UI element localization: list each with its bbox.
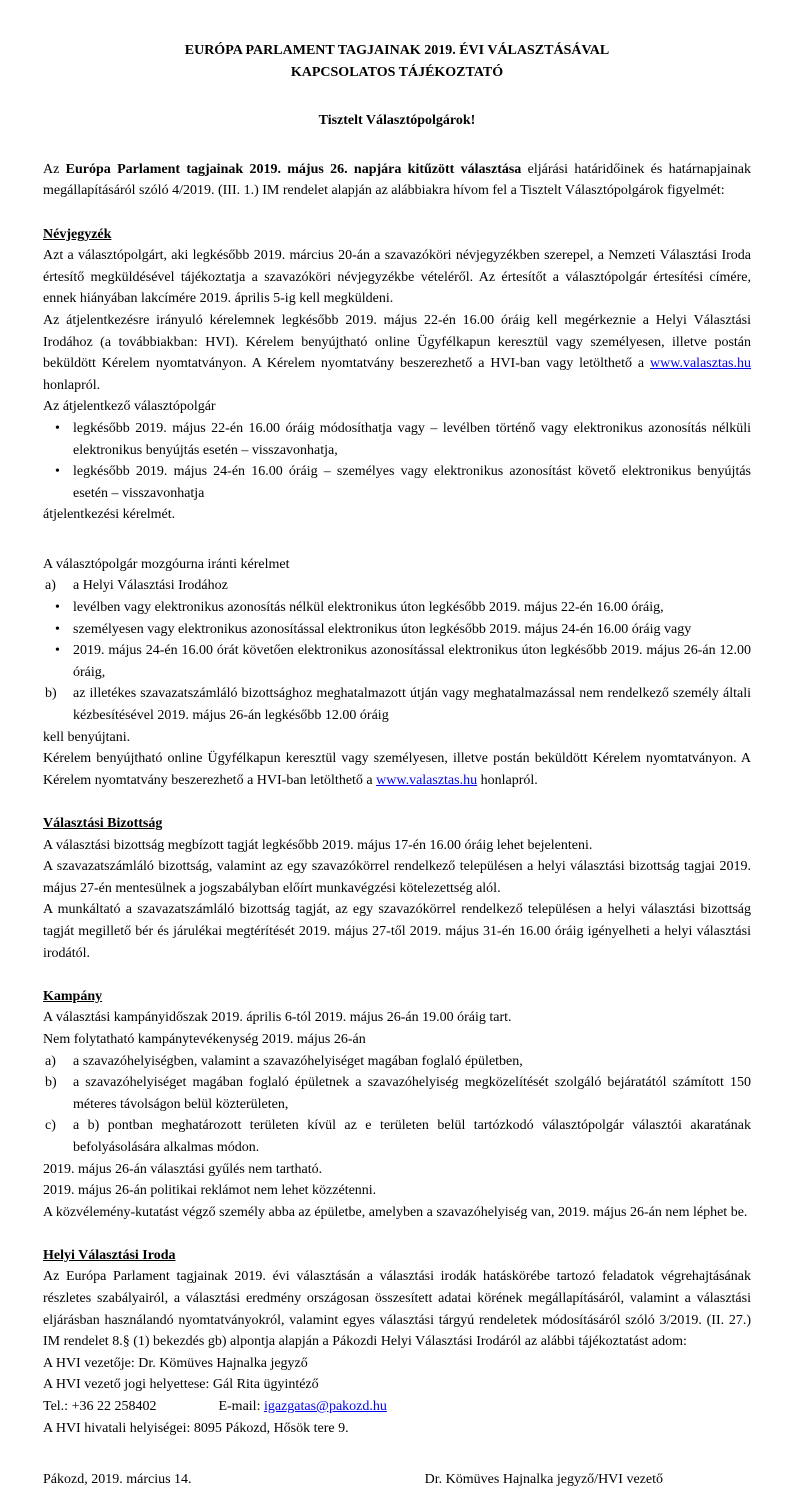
- mozgourna-paragraph: [43, 748, 751, 791]
- bizottsag-paragraph-1: A választási bizottság megbízott tagját legkésőbb 2019. május 17-én 16.00 óráig lehet bejelenteni.: [43, 837, 593, 853]
- list-marker: b): [45, 686, 57, 702]
- signature: Dr. Kömüves Hajnalka jegyző/HVI vezető: [424, 1472, 663, 1488]
- hvi-deputy-line: A HVI vezető jogi helyettese: Gál Rita ügyintéző: [43, 1377, 319, 1393]
- bullet-item: [43, 461, 751, 504]
- date-place: Pákozd, 2019. március 14.: [43, 1472, 192, 1488]
- list-text: a Helyi Választási Irodához: [73, 578, 228, 594]
- nevjegyzek-paragraph-1: Azt a választópolgárt, aki legkésőbb 2019. március 20-án a szavazóköri névjegyzékben szerepel, a Nemzeti Választási Iroda értesítő megküldésével tájékoztatja a szavazóköri névjegyzékbe vételéről. Az értesítőt a választópolgár értesítési címére, ennek hiányában lakcímére 2019. április 5-ig kell megküldeni.: [43, 248, 751, 307]
- bullet-item: [43, 597, 751, 619]
- bullet-marker: •: [55, 621, 60, 637]
- mozgourna-intro: A választópolgár mozgóurna iránti kérelmet: [43, 556, 290, 572]
- bullet-item: [43, 418, 751, 461]
- list-text: a b) pontban meghatározott területen kívül az e területen belül tartózkodó választópolgár választói akaratának befolyásolására alkalmas módon.: [73, 1118, 751, 1155]
- valasztas-hu-link[interactable]: www.valasztas.hu: [376, 772, 478, 788]
- bizottsag-paragraph-2: A szavazatszámláló bizottság, valamint az egy szavazókörrel rendelkező településen a helyi választási bizottság tagjai 2019. május 27-én mentesülnek a jogszabályban előírt munkavégzési kötelezettség alól.: [43, 859, 751, 896]
- list-item: [43, 1051, 751, 1073]
- intro-paragraph: [43, 159, 751, 202]
- nevjegyzek-paragraph-2: [43, 310, 751, 396]
- hvi-paragraph-1: Az Európa Parlament tagjainak 2019. évi választásán a választási irodák hatáskörébe tartozó feladatok végrehajtásának részletes szabályairól, a választási eredmény országosan összesített adatai körének megállapításáról, valamint a választási eljárásban használandó nyomtatványokról, valamint egyes választási tárgyú rendeletek módosításáról szóló 3/2019. (II. 27.) IM rendelet 8.§ (1) bekezdés gb) alpontja alapján a Pákozdi Helyi Választási Irodáról az alábbi tájékoztatást adom:: [43, 1269, 751, 1350]
- intro-pre: Az: [43, 161, 66, 177]
- bullet-text: személyesen vagy elektronikus azonosítással elektronikus úton legkésőbb 2019. május 24-én 16.00 óráig vagy: [73, 621, 692, 637]
- list-item: [43, 1115, 751, 1158]
- mozgourna-outro: kell benyújtani.: [43, 729, 131, 745]
- bullet-text: 2019. május 24-én 16.00 órát követően elektronikus azonosítással elektronikus úton legkésőbb 2019. május 26-án 12.00 óráig,: [73, 643, 751, 680]
- list-marker: a): [45, 578, 56, 594]
- bizottsag-paragraph-3: A munkáltató a szavazatszámláló bizottság tagját, az egy szavazókörrel rendelkező településen a helyi választási bizottság tagját megillető bér és járulékai megtérítését 2019. május 27-től 2019. május 31-én 16.00 óráig igényelheti a helyi választási irodától.: [43, 902, 751, 961]
- bullet-text: levélben vagy elektronikus azonosítás nélkül elektronikus úton legkésőbb 2019. május 22-én 16.00 óráig,: [73, 600, 664, 616]
- bullet-marker: •: [55, 643, 60, 659]
- list-marker: c): [45, 1118, 56, 1134]
- mozgourna-p-text: Kérelem benyújtható online Ügyfélkapun keresztül vagy személyesen, illetve postán beküldött Kérelem nyomtatványon. A Kérelem nyomtatvány beszerezhető a HVI-ban letölthető a: [43, 751, 751, 788]
- mozgourna-p-post: honlapról.: [477, 772, 538, 788]
- list-item: [43, 575, 751, 597]
- list-item: [43, 683, 751, 726]
- section-heading-kampany: Kampány: [43, 988, 103, 1004]
- nevjegyzek-p2-text: Az átjelentkezésre irányuló kérelemnek legkésőbb 2019. május 22-én 16.00 óráig kell megérkeznie a Helyi Választási Irodához (a továbbiakban: HVI). Kérelem benyújtható online Ügyfélkapun keresztül vagy személyesen, illetve postán beküldött Kérelem nyomtatványon. A Kérelem nyomtatvány beszerezhető a HVI-ban vagy letölthető a: [43, 312, 751, 372]
- bullet-item: [43, 640, 751, 683]
- intro-bold: Európa Parlament tagjainak 2019. május 26. napjára kitűzött választása: [65, 161, 522, 177]
- phone-number: Tel.: +36 22 258402: [43, 1399, 157, 1415]
- list-text: az illetékes szavazatszámláló bizottsághoz meghatalmazott útján vagy meghatalmazással nem rendelkező személy általi kézbesítésével 2019. május 26-án legkésőbb 12.00 óráig: [73, 686, 751, 724]
- kampany-paragraph-5: A közvélemény-kutatást végző személy abba az épületbe, amelyben a szavazóhelyiség van, 2019. május 26-án nem léphet be.: [43, 1204, 748, 1220]
- list-text: a szavazóhelyiségben, valamint a szavazóhelyiséget magában foglaló épületben,: [73, 1053, 523, 1069]
- bullet-text: legkésőbb 2019. május 22-én 16.00 óráig módosíthatja vagy – levélben történő vagy elektronikus azonosítás nélküli elektronikus benyújtás esetén – visszavonhatja,: [73, 420, 751, 458]
- document-title: [43, 40, 751, 83]
- section-heading-bizottsag: Választási Bizottság: [43, 816, 163, 831]
- list-item: [43, 1072, 751, 1115]
- footer: [43, 1469, 751, 1491]
- list-marker: b): [45, 1075, 57, 1091]
- kampany-paragraph-3: 2019. május 26-án választási gyűlés nem tartható.: [43, 1161, 323, 1177]
- title-line-2: KAPCSOLATOS TÁJÉKOZTATÓ: [290, 64, 504, 80]
- email-part: [218, 1399, 386, 1414]
- nevjegyzek-paragraph-4: átjelentkezési kérelmét.: [43, 507, 176, 523]
- section-heading-hvi: Helyi Választási Iroda: [43, 1247, 176, 1263]
- salutation: Tisztelt Választópolgárok!: [318, 113, 476, 129]
- kampany-paragraph-2: Nem folytatható kampánytevékenység 2019. május 26-án: [43, 1031, 366, 1047]
- kampany-paragraph-4: 2019. május 26-án politikai reklámot nem lehet közzétenni.: [43, 1183, 377, 1199]
- hvi-contact-line: [43, 1396, 751, 1418]
- hvi-leader-line: A HVI vezetője: Dr. Kömüves Hajnalka jegyző: [43, 1355, 308, 1371]
- list-marker: a): [45, 1053, 56, 1069]
- list-text: a szavazóhelyiséget magában foglaló épületnek a szavazóhelyiség megközelítését szolgáló bejáratától számított 150 méteres távolságon belül közterületen,: [73, 1075, 751, 1112]
- bullet-marker: •: [55, 420, 60, 436]
- email-link[interactable]: igazgatas@pakozd.hu: [263, 1399, 387, 1415]
- bullet-text: legkésőbb 2019. május 24-én 16.00 óráig – személyes vagy elektronikus azonosítást követő elektronikus benyújtás esetén – visszavonhatja: [73, 464, 751, 501]
- kampany-paragraph-1: A választási kampányidőszak 2019. április 6-tól 2019. május 26-án 19.00 óráig tart.: [43, 1010, 512, 1026]
- nevjegyzek-paragraph-3: Az átjelentkező választópolgár: [43, 399, 216, 415]
- section-heading-nevjegyzek: Névjegyzék: [43, 226, 112, 242]
- hvi-office-line: A HVI hivatali helyiségei: 8095 Pákozd, Hősök tere 9.: [43, 1420, 349, 1436]
- nevjegyzek-p2-post: honlapról.: [43, 377, 101, 393]
- bullet-marker: •: [55, 600, 60, 616]
- title-line-1: EURÓPA PARLAMENT TAGJAINAK 2019. ÉVI VÁLASZTÁSÁVAL: [184, 43, 610, 58]
- bullet-item: [43, 619, 751, 641]
- bullet-marker: •: [55, 464, 60, 480]
- valasztas-hu-link[interactable]: www.valasztas.hu: [650, 356, 751, 372]
- email-label: E-mail:: [218, 1399, 264, 1415]
- intro-post: eljárási határidőinek és határnapjainak megállapításáról szóló 4/2019. (III. 1.) IM rendelet alapján az alábbiakra hívom fel a Tisztelt Választópolgárok figyelmét:: [43, 161, 751, 199]
